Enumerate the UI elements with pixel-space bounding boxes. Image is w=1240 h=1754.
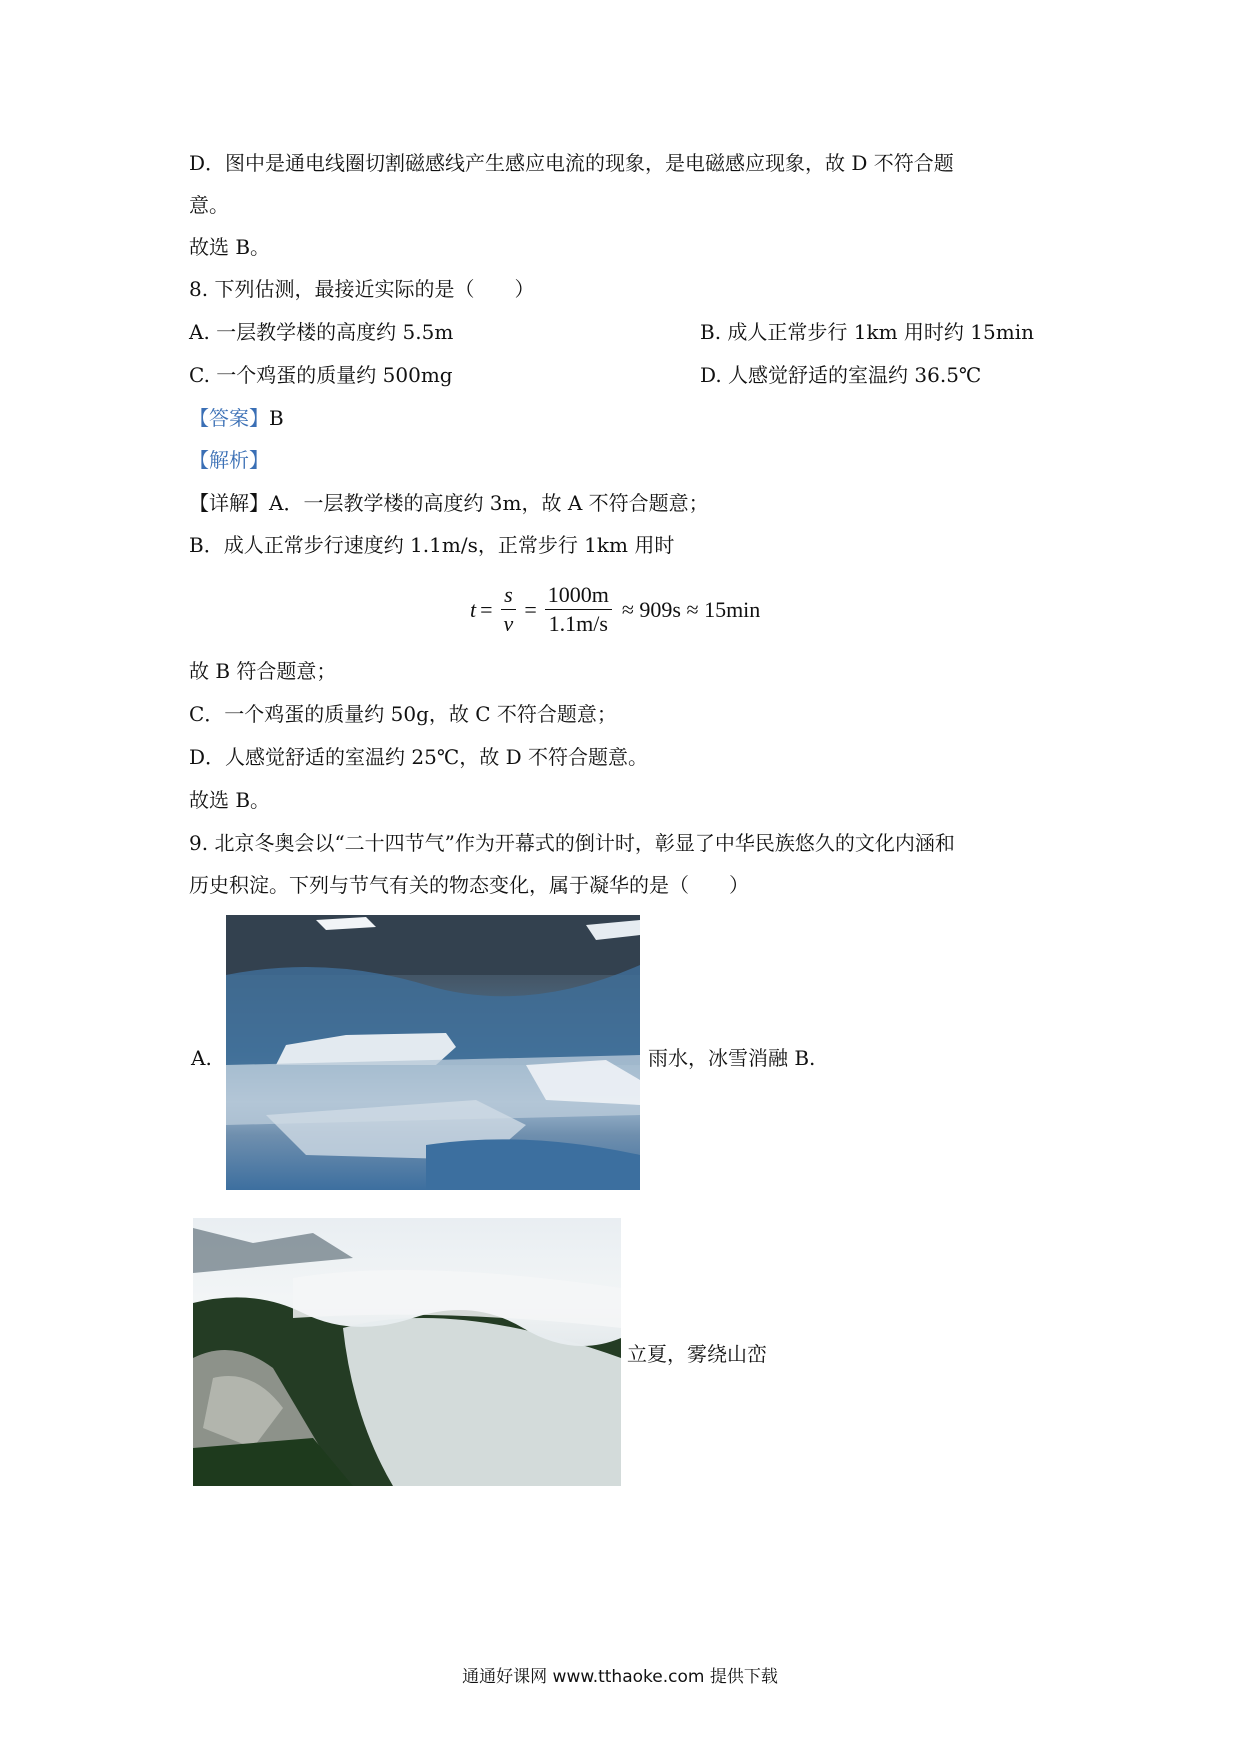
- q9-option-a-label: A.: [191, 1046, 212, 1070]
- formula-eq2: =: [524, 596, 537, 622]
- formula-denominator: 1.1m/s: [548, 611, 608, 636]
- formula: [470, 583, 760, 636]
- prev-option-d-line1: D．图中是通电线圈切割磁感线产生感应电流的现象，是电磁感应现象，故 D 不符合题: [189, 151, 954, 175]
- detail-a-line: [189, 489, 709, 517]
- detail-d: D．人感觉舒适的室温约 25℃，故 D 不符合题意。: [189, 745, 648, 769]
- fraction-s-over-v: [501, 583, 517, 636]
- question-9-line2: 历史积淀。下列与节气有关的物态变化，属于凝华的是（ ）: [189, 873, 749, 897]
- formula-eq1: =: [480, 596, 493, 622]
- q9-option-b-caption: 立夏，雾绕山峦: [627, 1342, 767, 1366]
- prev-choose: 故选 B。: [189, 235, 271, 259]
- formula-t: t: [470, 596, 477, 622]
- answer-value: B: [269, 406, 284, 430]
- answer-tag: 【答案】: [189, 406, 269, 430]
- detail-tag: 【详解】: [189, 491, 269, 515]
- choose: 故选 B。: [189, 788, 271, 812]
- formula-result: ≈ 909s ≈ 15min: [621, 596, 761, 622]
- question-8: 8. 下列估测，最接近实际的是（ ）: [189, 277, 535, 301]
- prev-option-d-line2: 意。: [189, 193, 229, 217]
- misty-mountains-photo: [193, 1218, 621, 1486]
- q8-option-a: A. 一层教学楼的高度约 5.5m: [189, 320, 454, 344]
- formula-numerator: 1000m: [545, 583, 612, 610]
- ice-melting-photo: [226, 915, 640, 1190]
- detail-a: A．一层教学楼的高度约 3m，故 A 不符合题意；: [269, 491, 709, 515]
- detail-b2: 故 B 符合题意；: [189, 659, 337, 683]
- q8-option-c: C. 一个鸡蛋的质量约 500mg: [189, 363, 453, 387]
- q8-option-b: B. 成人正常步行 1km 用时约 15min: [700, 320, 1034, 344]
- detail-b: B．成人正常步行速度约 1.1m/s，正常步行 1km 用时: [189, 533, 675, 557]
- formula-v: v: [503, 611, 514, 636]
- answer-line: [189, 404, 284, 432]
- footer: 通通好课网 www.tthaoke.com 提供下载: [462, 1667, 778, 1687]
- q8-option-d: D. 人感觉舒适的室温约 36.5℃: [700, 363, 982, 387]
- analysis-tag: 【解析】: [189, 448, 269, 472]
- q9-option-a-caption: 雨水，冰雪消融 B.: [648, 1046, 816, 1070]
- formula-s: s: [501, 583, 516, 610]
- detail-c: C．一个鸡蛋的质量约 50g，故 C 不符合题意；: [189, 702, 617, 726]
- question-9-line1: 9. 北京冬奥会以“二十四节气”作为开幕式的倒计时，彰显了中华民族悠久的文化内涵和: [189, 831, 955, 855]
- fraction-values: [545, 583, 612, 636]
